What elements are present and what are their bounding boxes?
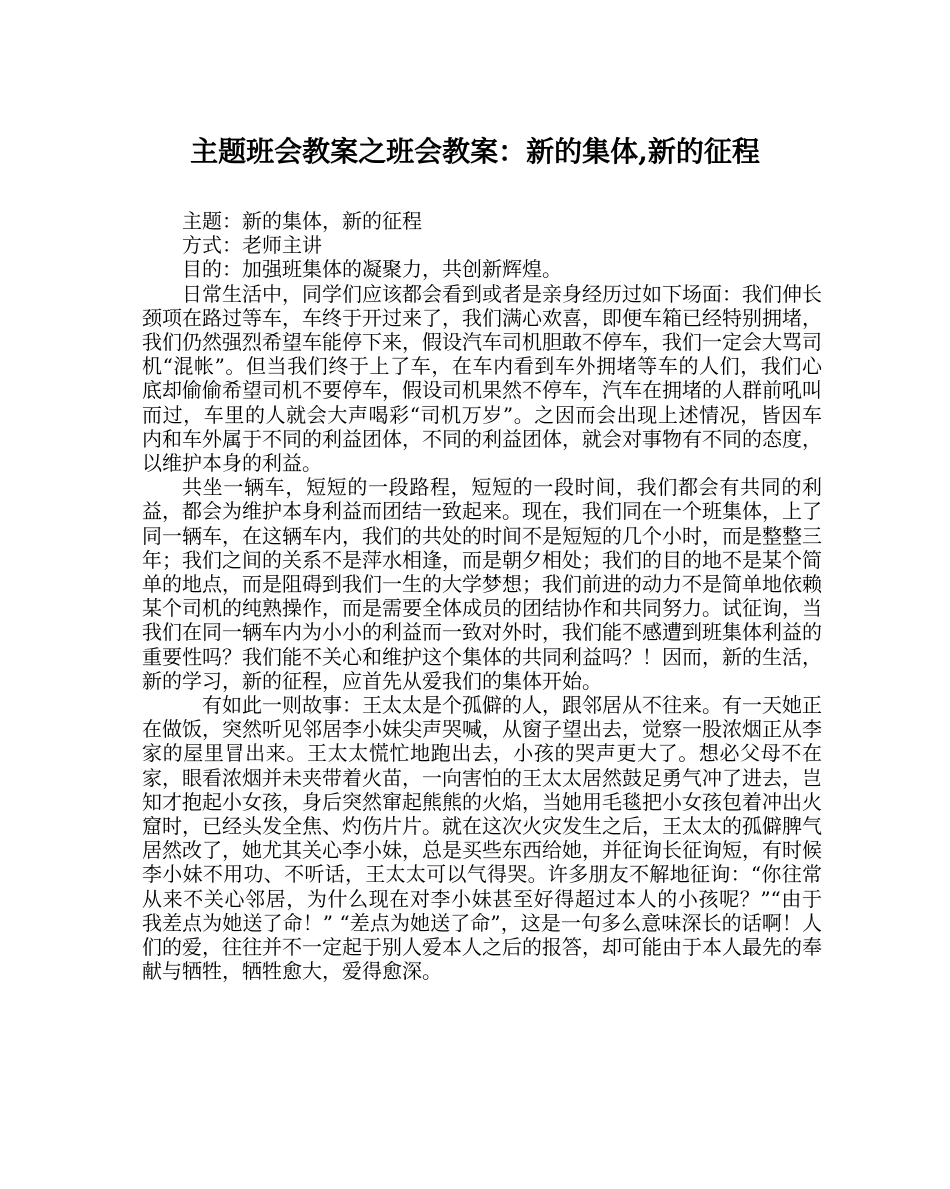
meta-method: 方式：老师主讲 [182,233,322,258]
paragraph-fire-story: 有如此一则故事：王太太是个孤僻的人，跟邻居从不往来。有一天她正在做饭，突然听见邻居李小妹尖声哭喊，从窗子望出去，觉察一股浓烟正从李家的屋里冒出来。王太太慌忙地跑出去，小孩的哭声更大了。想必父母不在家，眼看浓烟并未夹带着火苗，一向害怕的王太太居然鼓足勇气冲了进去，岂知才抱起小女孩，身后突然窜起熊熊的火焰，当她用毛毯把小女孩包着冲出火窟时，已经头发全焦、灼伤片片。就在这次火灾发生之后，王太太的孤僻脾气居然改了，她尤其关心李小妹，总是买些东西给她，并征询长征询短，有时候李小妹不用功、不听话，王太太可以气得哭。许多朋友不解地征询：“你往常从来不关心邻居，为什么现在对李小妹甚至好得超过本人的小孩呢？”“由于我差点为她送了命！” “差点为她送了命”，这是一句多么意味深长的话啊！人们的爱，往往并不一定起于别人爱本人之后的报答，却可能由于本人最先的奉献与牺牲，牺牲愈大，爱得愈深。 [142,693,822,984]
document-body [142,209,822,984]
document-title: 主题班会教案之班会教案：新的集体,新的征程 [190,135,760,168]
paragraph-class-collective: 共坐一辆车，短短的一段路程，短短的一段时间，我们都会有共同的利益，都会为维护本身利益而团结一致起来。现在，我们同在一个班集体，上了同一辆车，在这辆车内，我们的共处的时间不是短短的几个小时，而是整整三年；我们之间的关系不是萍水相逢，而是朝夕相处；我们的目的地不是某个简单的地点，而是阻碍到我们一生的大学梦想；我们前进的动力不是简单地依赖某个司机的纯熟操作，而是需要全体成员的团结协作和共同努力。试征询，当我们在同一辆车内为小小的利益而一致对外时，我们能不感遭到班集体利益的重要性吗？我们能不关心和维护这个集体的共同利益吗？！因而，新的生活，新的学习，新的征程，应首先从爱我们的集体开始。 [142,475,822,693]
meta-purpose: 目的：加强班集体的凝聚力，共创新辉煌。 [182,257,562,282]
meta-theme: 主题：新的集体，新的征程 [182,209,422,233]
paragraph-bus-story: 日常生活中，同学们应该都会看到或者是亲身经历过如下场面：我们伸长颈项在路过等车，车终于开过来了，我们满心欢喜，即便车箱已经特别拥堵，我们仍然强烈希望车能停下来，假设汽车司机胆敢不停车，我们一定会大骂司机“混帐”。但当我们终于上了车，在车内看到车外拥堵等车的人们，我们心底却偷偷希望司机不要停车，假设司机果然不停车，汽车在拥堵的人群前吼叫而过，车里的人就会大声喝彩“司机万岁”。之因而会出现上述情况，皆因车内和车外属于不同的利益团体，不同的利益团体，就会对事物有不同的态度，以维护本身的利益。 [142,281,822,476]
